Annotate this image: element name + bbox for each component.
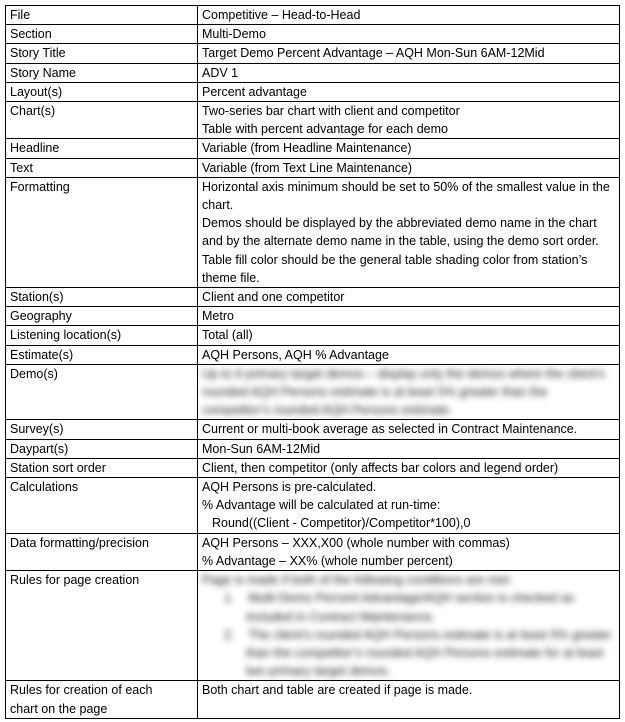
row-precision	[6, 533, 620, 570]
label-estimate: Estimate(s)	[6, 345, 198, 364]
label-listening: Listening location(s)	[6, 326, 198, 345]
label-layout: Layout(s)	[6, 82, 198, 101]
chart-rules-label-line-1: Rules for creation of each	[10, 683, 153, 698]
label-headline: Headline	[6, 139, 198, 158]
calculations-line-1: AQH Persons is pre-calculated.	[202, 480, 377, 495]
row-listening	[6, 326, 620, 345]
label-formatting: Formatting	[6, 177, 198, 287]
value-page-rules	[198, 571, 620, 681]
row-text	[6, 158, 620, 177]
row-estimate	[6, 345, 620, 364]
row-sort-order	[6, 458, 620, 477]
value-headline: Variable (from Headline Maintenance)	[198, 139, 620, 158]
value-calculations	[198, 478, 620, 534]
precision-line-1: AQH Persons – XXX,X00 (whole number with commas)	[202, 535, 510, 550]
value-stations: Client and one competitor	[198, 288, 620, 307]
charts-line-1: Two-series bar chart with client and competitor	[202, 104, 460, 119]
value-file: Competitive – Head-to-Head	[198, 6, 620, 25]
row-section	[6, 25, 620, 44]
value-story-name: ADV 1	[198, 63, 620, 82]
label-precision: Data formatting/precision	[6, 533, 198, 570]
value-listening: Total (all)	[198, 326, 620, 345]
label-section: Section	[6, 25, 198, 44]
value-geography: Metro	[198, 307, 620, 326]
calculations-formula: Round((Client - Competitor)/Competitor*100),0	[212, 516, 471, 531]
row-demos	[6, 364, 620, 420]
page-rules-item-1: 1. Multi-Demo Percent Advantage/AQH section is checked as included in Contract Maintenance.	[224, 591, 575, 624]
value-survey	[198, 420, 620, 439]
value-story-title: Target Demo Percent Advantage – AQH Mon-Sun 6AM-12Mid	[198, 44, 620, 63]
row-daypart	[6, 439, 620, 458]
spec-table	[5, 5, 620, 719]
label-text: Text	[6, 158, 198, 177]
label-story-name: Story Name	[6, 63, 198, 82]
chart-rules-label-line-2: chart on the page	[10, 701, 108, 716]
label-chart-rules	[6, 681, 198, 718]
value-daypart: Mon-Sun 6AM-12Mid	[198, 439, 620, 458]
value-precision	[198, 533, 620, 570]
row-file	[6, 6, 620, 25]
row-survey	[6, 420, 620, 439]
value-section: Multi-Demo	[198, 25, 620, 44]
page-rules-item-2: 2. The client’s rounded AQH Persons estimate is at least 5% greater than the competitor’s rounded AQH Persons estimate for at least two primary target demos.	[224, 627, 612, 679]
survey-text: Current or multi-book average as selected in Contract Maintenance.	[202, 422, 578, 437]
calculations-line-2: % Advantage will be calculated at run-time:	[202, 498, 441, 513]
row-story-title	[6, 44, 620, 63]
value-layout: Percent advantage	[198, 82, 620, 101]
label-stations: Station(s)	[6, 288, 198, 307]
formatting-paragraph-1: Horizontal axis minimum should be set to 50% of the smallest value in the chart.	[202, 179, 610, 213]
row-page-rules	[6, 571, 620, 681]
label-survey: Survey(s)	[6, 420, 198, 439]
value-sort-order	[198, 458, 620, 477]
row-chart-rules	[6, 681, 620, 718]
value-chart-rules: Both chart and table are created if page is made.	[198, 681, 620, 718]
row-calculations	[6, 478, 620, 534]
page-rules-intro: Page is made if both of the following conditions are met:	[202, 573, 512, 588]
sort-order-text: Client, then competitor (only affects bar colors and legend order)	[202, 460, 559, 475]
value-formatting	[198, 177, 620, 287]
label-daypart: Daypart(s)	[6, 439, 198, 458]
row-charts	[6, 102, 620, 139]
label-sort-order: Station sort order	[6, 458, 198, 477]
label-geography: Geography	[6, 307, 198, 326]
row-layout	[6, 82, 620, 101]
label-demos: Demo(s)	[6, 364, 198, 420]
label-calculations: Calculations	[6, 478, 198, 534]
label-file: File	[6, 6, 198, 25]
formatting-paragraph-3: Table fill color should be the general table shading color from station’s theme file.	[202, 252, 588, 285]
precision-line-2: % Advantage – XX% (whole number percent)	[202, 553, 453, 568]
value-demos	[198, 364, 620, 420]
demos-text: Up to 6 primary target demos – display only the demos where the client’s rounded AQH Persons estimate is at least 5% greater than the competitor’s rounded AQH Persons estimate.	[202, 366, 605, 418]
row-stations	[6, 288, 620, 307]
row-formatting	[6, 177, 620, 287]
value-text: Variable (from Text Line Maintenance)	[198, 158, 620, 177]
charts-line-2: Table with percent advantage for each demo	[202, 122, 448, 137]
label-charts: Chart(s)	[6, 102, 198, 139]
row-headline	[6, 139, 620, 158]
label-page-rules: Rules for page creation	[6, 571, 198, 681]
value-charts	[198, 102, 620, 139]
row-geography	[6, 307, 620, 326]
page-rules-item-1-text: Multi-Demo Percent Advantage/AQH section is checked as included in Contract Maintenance.	[246, 591, 575, 624]
page-rules-content	[202, 571, 615, 680]
label-story-title: Story Title	[6, 44, 198, 63]
page-rules-item-2-text: The client’s rounded AQH Persons estimate is at least 5% greater than the competitor’s rounded AQH Persons estimate for at least two primary target demos.	[246, 627, 612, 679]
value-estimate: AQH Persons, AQH % Advantage	[198, 345, 620, 364]
row-story-name	[6, 63, 620, 82]
formatting-paragraph-2: Demos should be displayed by the abbreviated demo name in the chart and by the alternate demo name in the table, using the demo sort order.	[202, 216, 599, 249]
